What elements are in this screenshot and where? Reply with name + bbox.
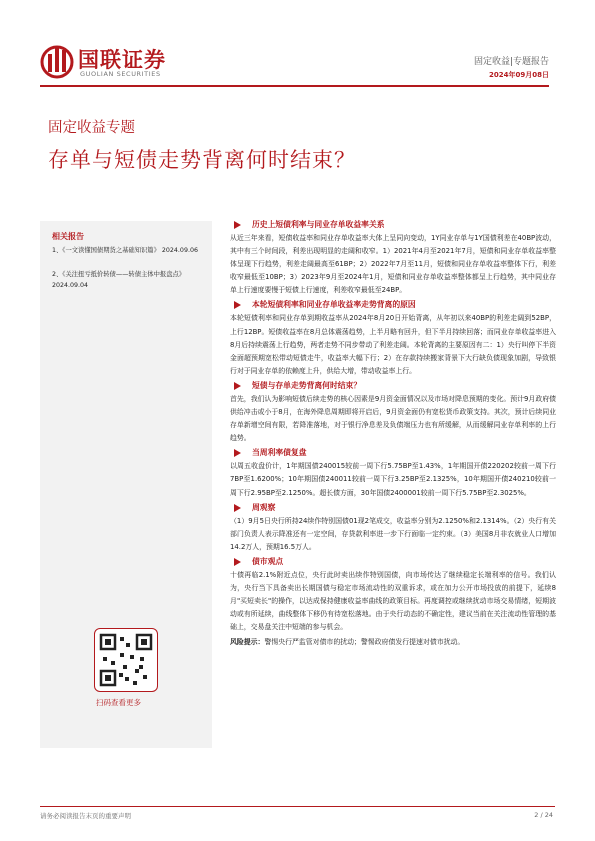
footer-divider	[40, 806, 555, 807]
section-heading: 本轮短债利率和同业存单收益率走势背离的原因	[230, 298, 556, 312]
section-paragraph: 十债再临2.1%附近点位，央行此时卖出续作特别国债，向市场传达了继续稳定长端利率的信号。我们认为，央行当下具备卖出长期国债与稳定市场流动性的双重诉求，或在加力公开市场投放的前提下，延续8月"买短卖长"的操作，以达成保持健康收益率曲线的政策目标。再度调控或继续扰动市场交易情绪，短期波动或有所延续，曲线整体下移仍有待宽松落地。由于央行动态的不确定性，建议当前在关注流动性管理的基础上，交易盘关注中短端的参与机会。	[230, 570, 556, 632]
section-paragraph: 首先，我们认为影响短债后续走势的核心因素是9月资金面情况以及市场对降息预期的变化。预计9月政府债供给冲击或小于8月，在海外降息周期即将开启后，9月资金面仍有宽松货币政策支持。其次，预计后续同业存单新增空间有限，若降准落地，对于银行净息差及负债端压力也有所缓解，从而缓解同业存单利率的上行趋势。	[230, 394, 556, 443]
triangle-bullet-icon	[234, 382, 241, 390]
footer-disclaimer: 请务必阅读报告末页的重要声明	[40, 812, 131, 820]
section-heading: 短债与存单走势背离何时结束？	[230, 379, 556, 393]
risk-text: 警惕央行严监管对债市的扰动；警惕政府债发行提速对债市扰动。	[264, 638, 465, 647]
triangle-bullet-icon	[234, 558, 241, 566]
qr-code-icon[interactable]	[94, 628, 158, 692]
section-heading: 周观察	[230, 501, 556, 515]
risk-warning	[230, 636, 556, 648]
triangle-bullet-icon	[234, 504, 241, 512]
brand-name: 国联证券	[78, 48, 166, 72]
qr-caption: 扫码查看更多	[96, 698, 141, 707]
section-paragraph: 以周五收盘价计，1年期国债240015较前一周下行5.75BP至1.43%，1年期国开债220202较前一周下行7BP至1.6200%；10年期国债240011较前一周下行3.25BP至2.1325%，10年期国开债240210较前一周下行2.95BP至2.1250%。超长债方面，30年国债2400001较前一周下行5.75BP至2.3025%。	[230, 462, 556, 497]
section-paragraph: （1）9月5日央行所持24续作特别国债01现2笔成交，收益率分别为2.1250%和2.1314%。（2）央行有关部门负责人表示降准还有一定空间，存贷款利率进一步下行面临一定约束。（3）美国8月非农就业人口增加14.2万人，预期16.5万人。	[230, 516, 556, 551]
page-number: 2 / 24	[534, 811, 553, 819]
related-report-link[interactable]: 2、《关注扭亏抵价转债——转债主体中报盘点》2024.09.04	[52, 271, 186, 289]
triangle-bullet-icon	[234, 221, 241, 229]
brand-name-en: GUOLIAN SECURITIES	[80, 70, 161, 78]
related-report-link[interactable]: 1、《一文读懂国债期货之基础知识篇》 2024.09.06	[52, 247, 198, 254]
section-paragraph: 本轮短债利率和同业存单到期收益率从2024年8月20日开始背离，从年初以来40BP的利差走阔到52BP，上行12BP。短债收益率在8月总体震荡趋势，上半月略有回升，但下半月持续回落；而同业存单收益率进入8月后持续震荡上行趋势，两者走势不同步带动了利差走阔。本轮背离的主要原因有二：1）央行叫停下半资金面超预期宽松带动短债走牛，收益率大幅下行；2）在存款持续搬家背景下大行缺负债现象加剧，导致银行对于同业存单的依赖度上升，供给大增，带动收益率上行。	[230, 314, 556, 375]
report-summary	[230, 218, 556, 648]
section-paragraph: 从近三年来看，短债收益率和同业存单收益率大体上呈同向变动，1Y同业存单与1Y国债利差在40BP波动，其中有三个时间段，利差出现明显的走阔和收窄。1）2021年4月至2021年7月，短债和同业存单收益率整体呈现下行趋势，利差走阔最高至61BP；2）2022年7月至11月，短债和同业存单收益率整体下行，利差收窄最低至10BP；3）2023年9月至2024年1月，短债和同业存单收益率整体都呈上行趋势，其中同业存单上行速度要慢于短债上行速度，利差收窄最低至24BP。	[230, 234, 556, 295]
report-date: 2024年09月08日	[489, 71, 549, 79]
section-heading: 债市观点	[230, 555, 556, 569]
report-category: 固定收益|专题报告	[473, 57, 549, 67]
header-divider	[40, 85, 549, 87]
triangle-bullet-icon	[234, 449, 241, 457]
section-heading: 历史上短债利率与同业存单收益率关系	[230, 218, 556, 232]
guolian-logo-icon	[40, 40, 74, 80]
page-title: 存单与短债走势背离何时结束？	[48, 148, 356, 172]
related-reports-title: 相关报告	[52, 232, 84, 241]
triangle-bullet-icon	[234, 301, 241, 309]
risk-label: 风险提示：	[230, 638, 265, 647]
section-heading: 当周利率债复盘	[230, 446, 556, 460]
report-series: 固定收益专题	[48, 120, 135, 136]
